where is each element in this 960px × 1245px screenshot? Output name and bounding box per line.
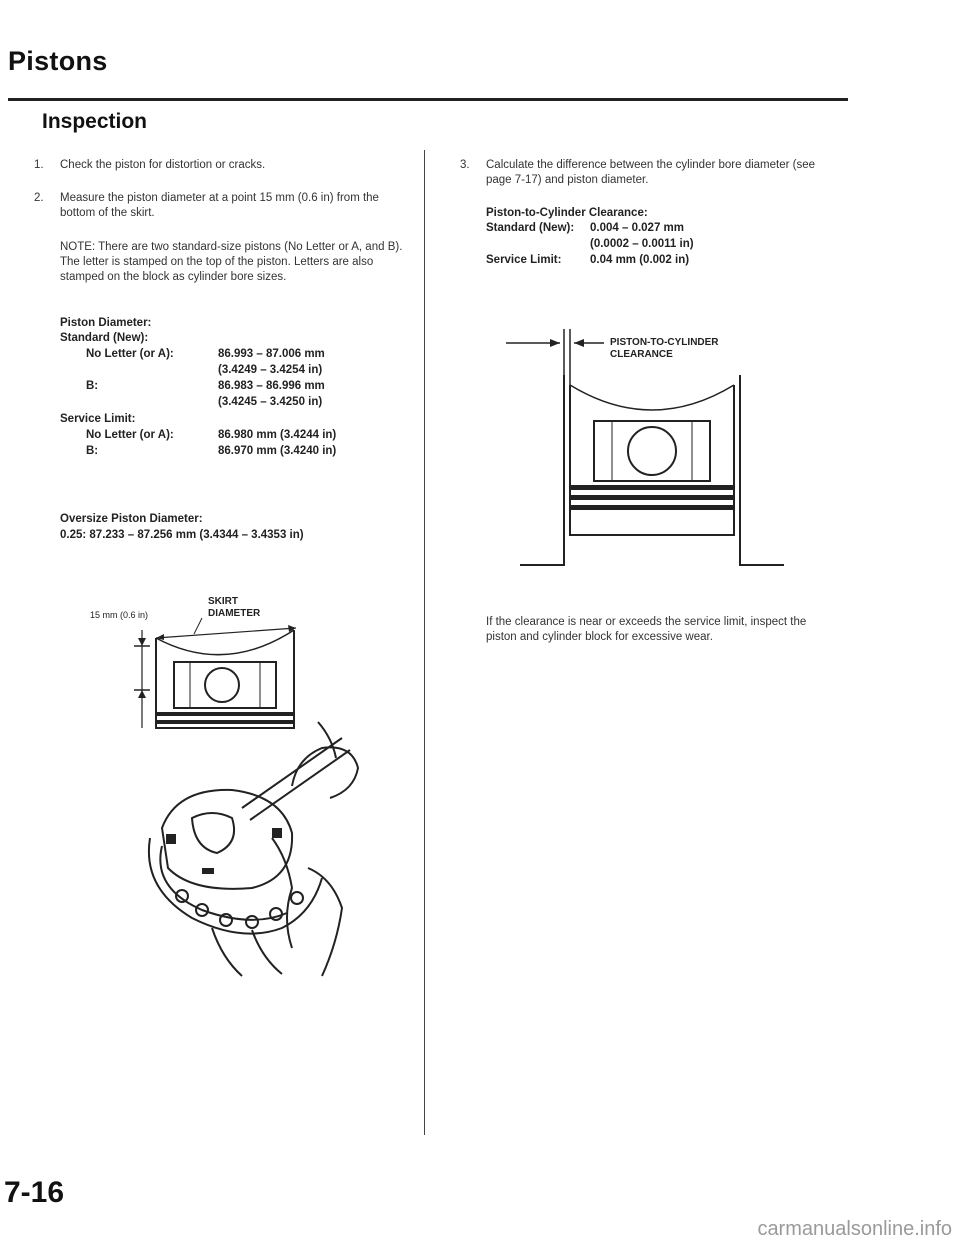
page-title: Pistons bbox=[8, 46, 108, 76]
spec-row1-value: 86.993 – 87.006 mm bbox=[218, 348, 325, 360]
fig2-label-line2: CLEARANCE bbox=[610, 349, 673, 360]
piston-diameter-spec bbox=[60, 316, 420, 496]
clearance-spec bbox=[486, 206, 846, 286]
closing-text: If the clearance is near or exceeds the service limit, inspect the piston and cylinder block for excessive wear. bbox=[486, 616, 807, 643]
spec-row3-label: No Letter (or A): bbox=[86, 429, 174, 441]
step-2-text: Measure the piston diameter at a point 15 mm (0.6 in) from the bottom of the skirt. bbox=[60, 192, 379, 219]
clearance-heading: Piston-to-Cylinder Clearance: bbox=[486, 207, 648, 219]
spec-row2-inch: (3.4245 – 3.4250 in) bbox=[218, 396, 323, 408]
section-heading: Inspection bbox=[42, 110, 148, 133]
step-2-number: 2. bbox=[34, 192, 44, 204]
spec-row1-inch: (3.4249 – 3.4254 in) bbox=[218, 364, 323, 376]
step-3 bbox=[460, 158, 840, 188]
step-3-number: 3. bbox=[460, 159, 470, 171]
spec-row2-label: B: bbox=[86, 380, 99, 392]
title-rule bbox=[8, 98, 848, 101]
clearance-figure bbox=[500, 325, 800, 585]
watermark: carmanualsonline.info bbox=[757, 1218, 952, 1240]
spec-row3-value: 86.980 mm (3.4244 in) bbox=[218, 429, 337, 441]
clearance-standard-label: Standard (New): bbox=[486, 222, 575, 234]
spec-row4-value: 86.970 mm (3.4240 in) bbox=[218, 445, 337, 457]
clearance-service-value: 0.04 mm (0.002 in) bbox=[590, 254, 690, 266]
clearance-standard-value: 0.004 – 0.027 mm bbox=[590, 222, 684, 234]
oversize-heading: Oversize Piston Diameter: bbox=[60, 513, 203, 525]
micrometer-illustration bbox=[122, 718, 362, 978]
clearance-service-label: Service Limit: bbox=[486, 254, 562, 266]
column-divider bbox=[424, 150, 425, 1135]
step-1-number: 1. bbox=[34, 159, 44, 171]
spec-row2-value: 86.983 – 86.996 mm bbox=[218, 380, 325, 392]
spec-row1-label: No Letter (or A): bbox=[86, 348, 174, 360]
spec-row4-label: B: bbox=[86, 445, 99, 457]
step-1 bbox=[34, 158, 404, 173]
spec-service: Service Limit: bbox=[60, 413, 136, 425]
fig1-label-15mm: 15 mm (0.6 in) bbox=[90, 610, 149, 620]
step-1-text: Check the piston for distortion or cracks. bbox=[60, 159, 266, 171]
step-3-text: Calculate the difference between the cylinder bore diameter (see page 7-17) and piston diameter. bbox=[486, 159, 816, 186]
page-number: 7-16 bbox=[4, 1176, 65, 1209]
fig1-label-diameter: DIAMETER bbox=[208, 608, 261, 619]
spec-heading: Piston Diameter: bbox=[60, 317, 152, 329]
oversize-value: 0.25: 87.233 – 87.256 mm (3.4344 – 3.4353 in) bbox=[60, 529, 304, 541]
spec-standard: Standard (New): bbox=[60, 332, 149, 344]
fig2-label-line1: PISTON-TO-CYLINDER bbox=[610, 337, 719, 348]
step-2 bbox=[34, 191, 404, 221]
note-text: NOTE: There are two standard-size pistons (No Letter or A, and B). The letter is stamped on the top of the piston. Letters are also stamped on the block as cylinder bore sizes. bbox=[60, 241, 403, 283]
clearance-standard-inch: (0.0002 – 0.0011 in) bbox=[590, 238, 694, 250]
fig1-label-skirt: SKIRT bbox=[208, 596, 238, 607]
